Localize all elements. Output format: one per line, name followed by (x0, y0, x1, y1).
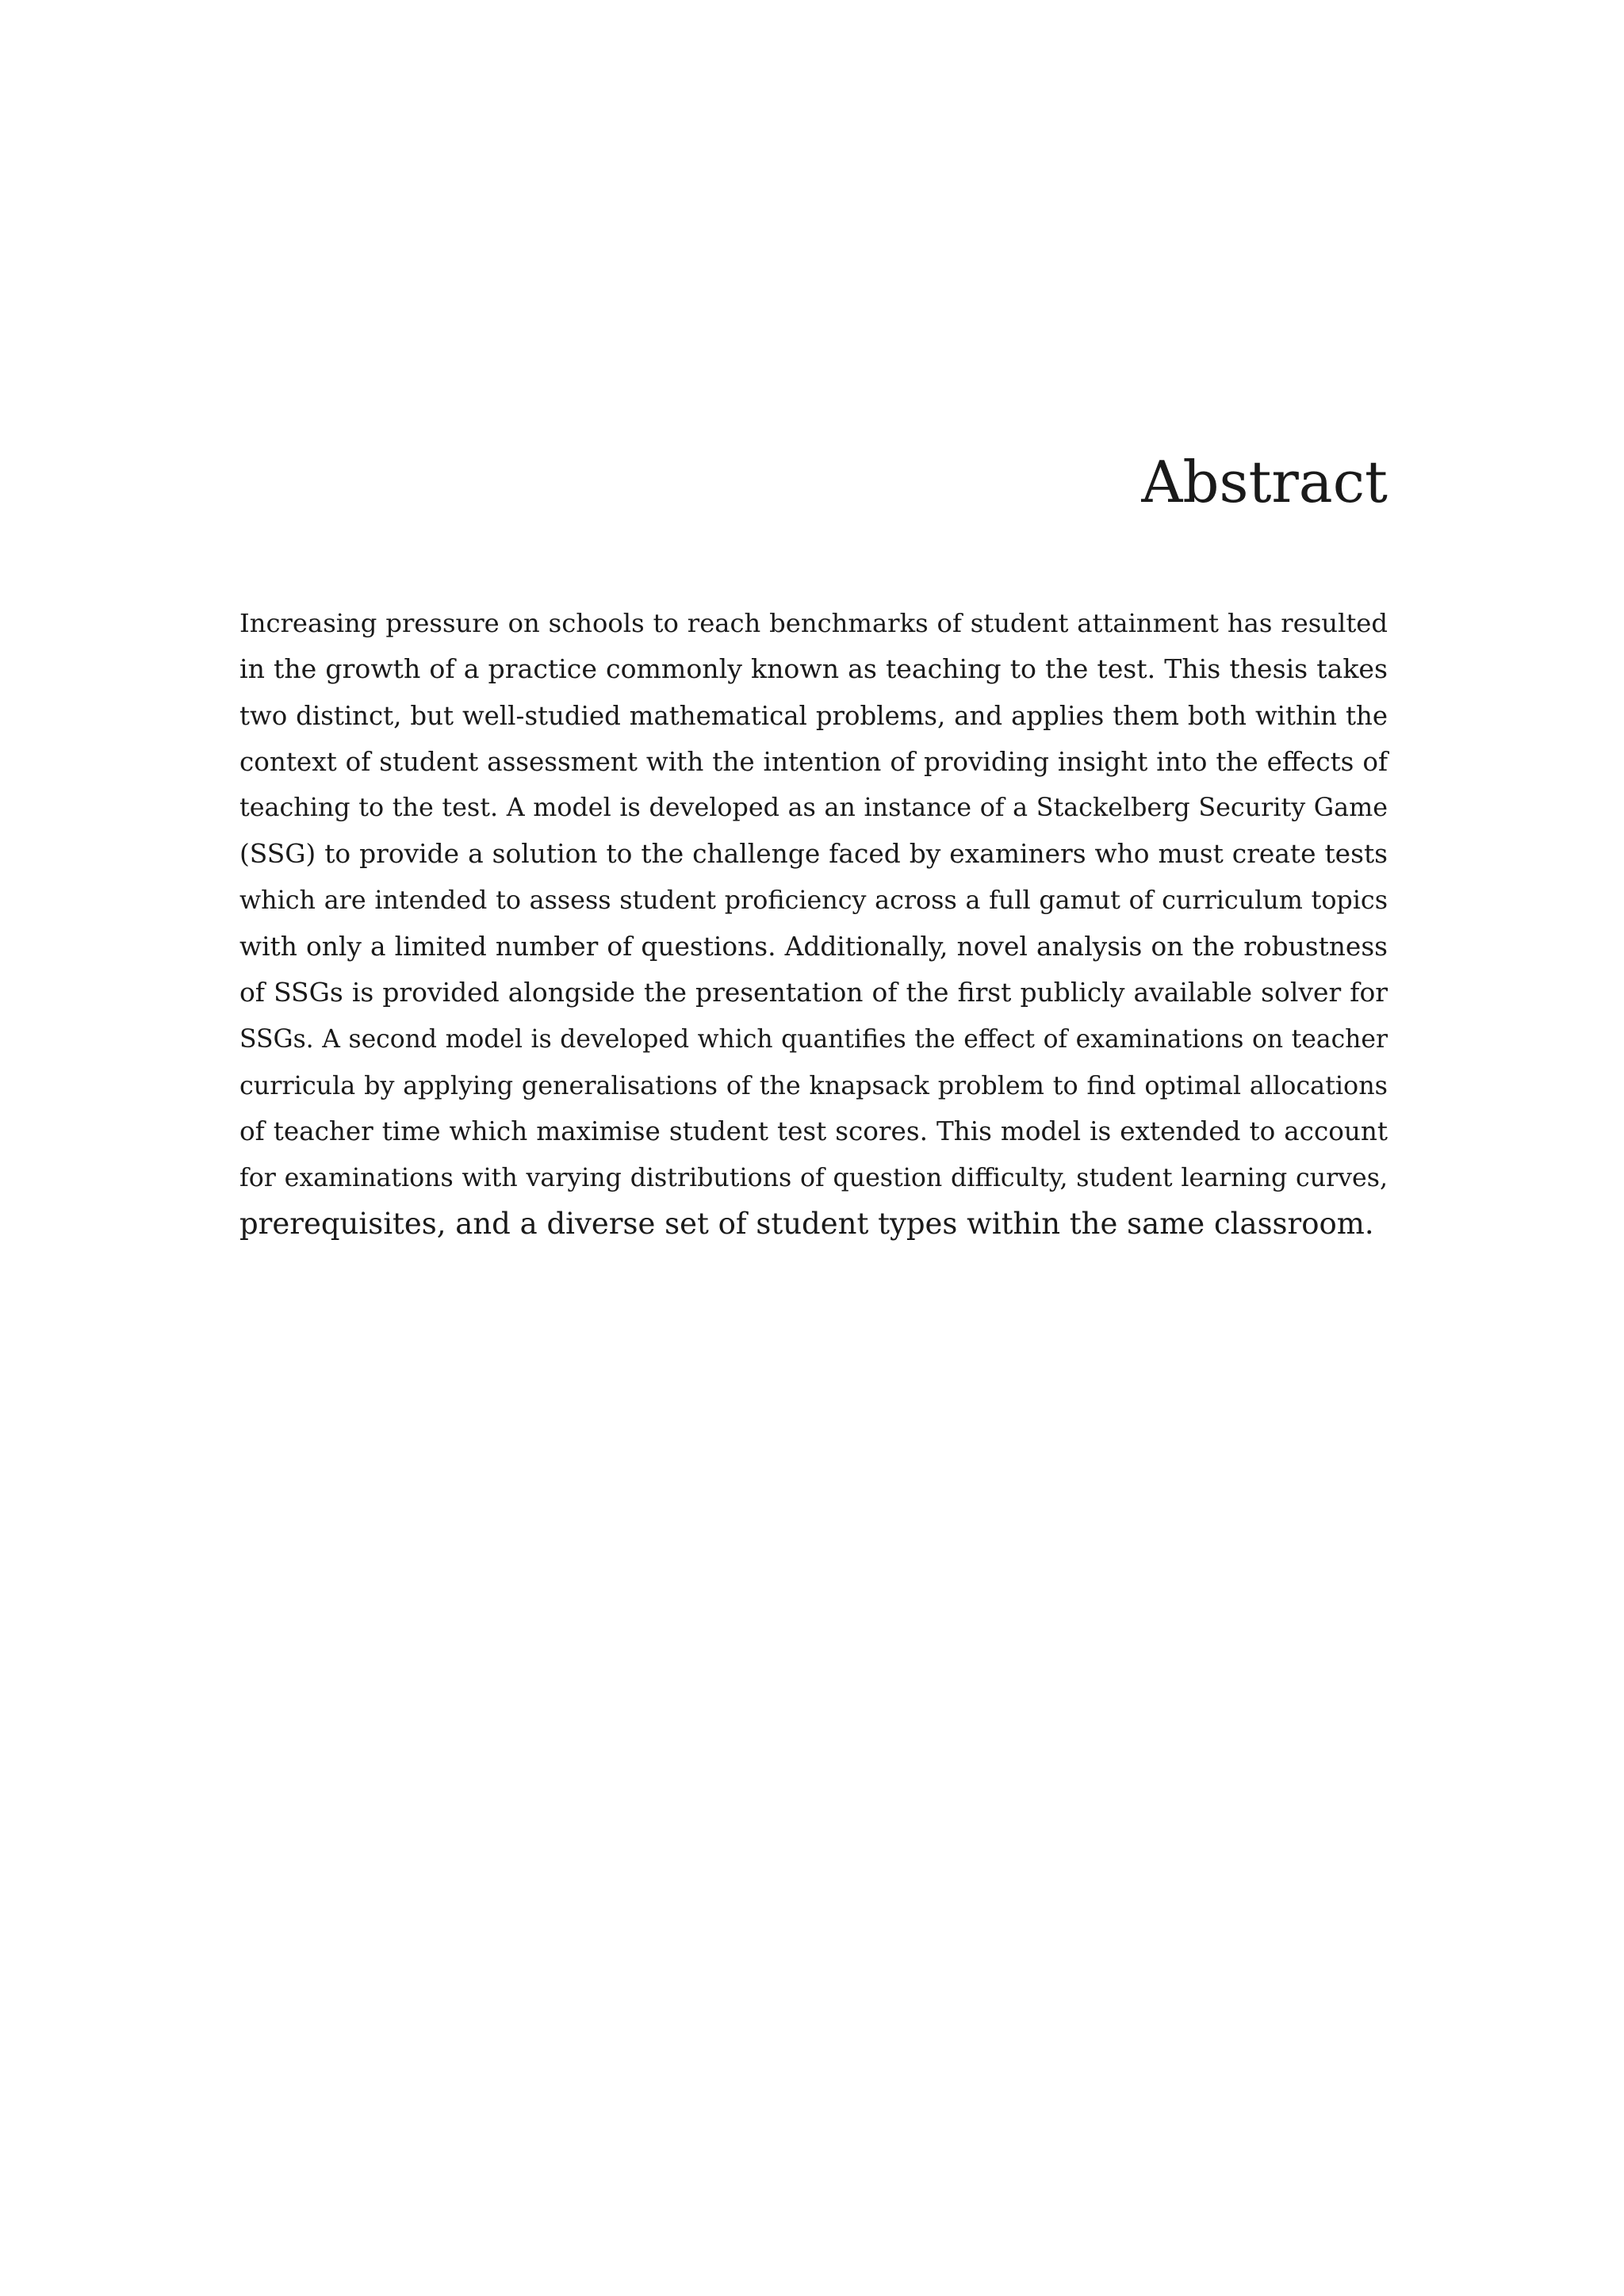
abstract-line: for examinations with varying distributions of question difficulty, student learning curves, (239, 1163, 1388, 1192)
abstract-line: curricula by applying generalisations of the knapsack problem to find optimal allocations (239, 1070, 1388, 1100)
abstract-line: with only a limited number of questions. Additionally, novel analysis on the robustness (239, 932, 1388, 962)
abstract-line: context of student assessment with the intention of providing insight into the effects of (239, 746, 1388, 777)
abstract-line: Increasing pressure on schools to reach benchmarks of student attainment has resulted (239, 608, 1388, 638)
abstract-line: in the growth of a practice commonly known as teaching to the test. This thesis takes (239, 653, 1388, 685)
abstract-line: SSGs. A second model is developed which quantifies the effect of examinations on teacher (239, 1024, 1388, 1054)
abstract-line: (SSG) to provide a solution to the challenge faced by examiners who must create tests (239, 839, 1388, 870)
abstract-line: which are intended to assess student proficiency across a full gamut of curriculum topics (239, 886, 1388, 915)
abstract-line: teaching to the test. A model is developed as an instance of a Stackelberg Security Game (239, 794, 1388, 823)
abstract-paragraph (239, 600, 1388, 1247)
abstract-line: prerequisites, and a diverse set of student types within the same classroom. (239, 1206, 1374, 1241)
abstract-title: Abstract (1141, 449, 1388, 515)
abstract-line: two distinct, but well-studied mathematical problems, and applies them both within the (239, 700, 1388, 731)
abstract-line: of SSGs is provided alongside the presentation of the first publicly available solver for (239, 977, 1388, 1008)
abstract-line: of teacher time which maximise student test scores. This model is extended to account (239, 1116, 1388, 1147)
